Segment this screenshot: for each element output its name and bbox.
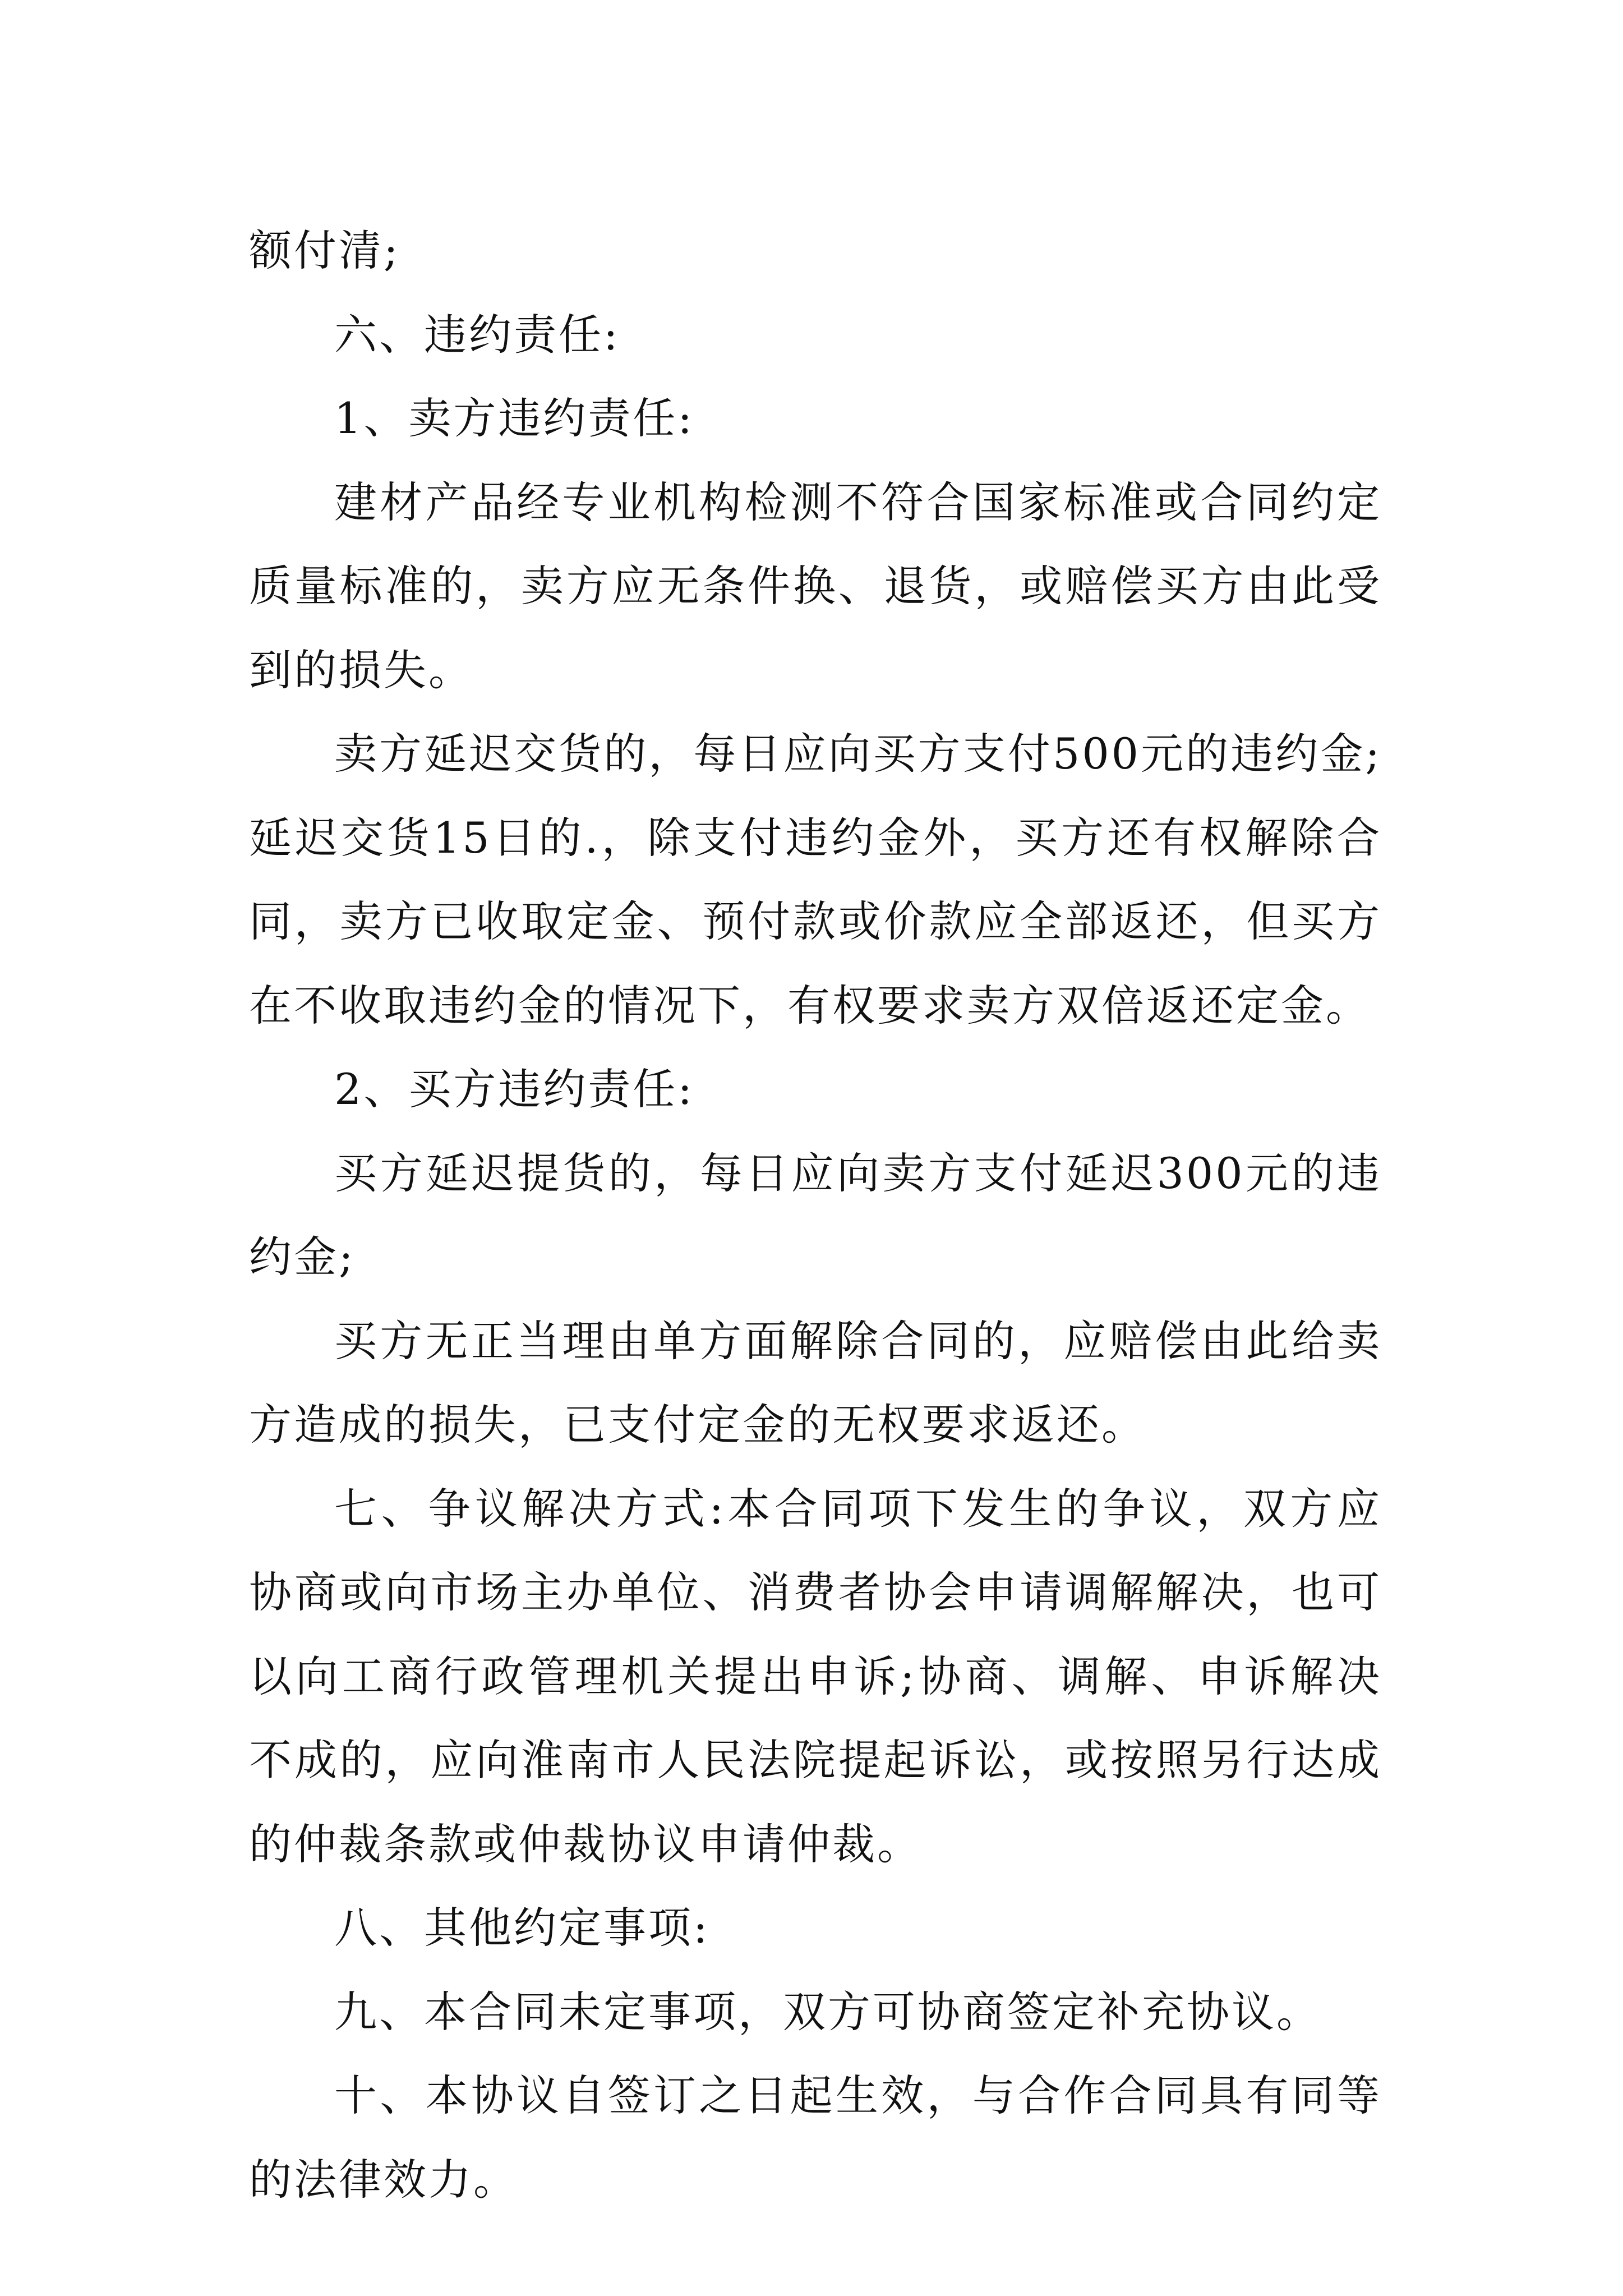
heading-other-matters: 八、其他约定事项: bbox=[334, 1903, 710, 1953]
paragraph-unilateral-termination: 买方无正当理由单方面解除合同的，应赔偿由此给卖方造成的损失，已支付定金的无权要求返还。 bbox=[249, 1315, 1382, 1450]
paragraph-payment-end: 额付清; bbox=[249, 226, 400, 275]
paragraph-effectiveness: 十、本协议自签订之日起生效，与合作合同具有同等的法律效力。 bbox=[249, 2070, 1382, 2205]
subheading-buyer-liability: 2、买方违约责任: bbox=[334, 1064, 694, 1114]
subheading-seller-liability: 1、卖方违约责任: bbox=[334, 393, 694, 443]
paragraph-dispute-resolution: 七、争议解决方式:本合同项下发生的争议，双方应协商或向市场主办单位、消费者协会申请调解解决，也可以向工商行政管理机关提出申诉;协商、调解、申诉解决不成的，应向淮南市人民法院提起诉讼，或按照另行达成的仲裁条款或仲裁协议申请仲裁。 bbox=[249, 1483, 1382, 1869]
paragraph-quality-defect: 建材产品经专业机构检测不符合国家标准或合同约定质量标准的，卖方应无条件换、退货，或赔偿买方由此受到的损失。 bbox=[249, 477, 1382, 695]
paragraph-late-delivery: 卖方延迟交货的，每日应向买方支付500元的违约金;延迟交货15日的.，除支付违约金外，买方还有权解除合同，卖方已收取定金、预付款或价款应全部返还，但买方在不收取违约金的情况下，有权要求卖方双倍返还定金。 bbox=[249, 729, 1382, 1030]
heading-breach-liability: 六、违约责任: bbox=[334, 309, 620, 360]
document-body bbox=[249, 209, 1382, 2221]
paragraph-late-pickup: 买方延迟提货的，每日应向卖方支付延迟300元的违约金; bbox=[249, 1148, 1382, 1282]
paragraph-supplementary-agreement: 九、本合同未定事项，双方可协商签定补充协议。 bbox=[334, 1986, 1321, 2037]
